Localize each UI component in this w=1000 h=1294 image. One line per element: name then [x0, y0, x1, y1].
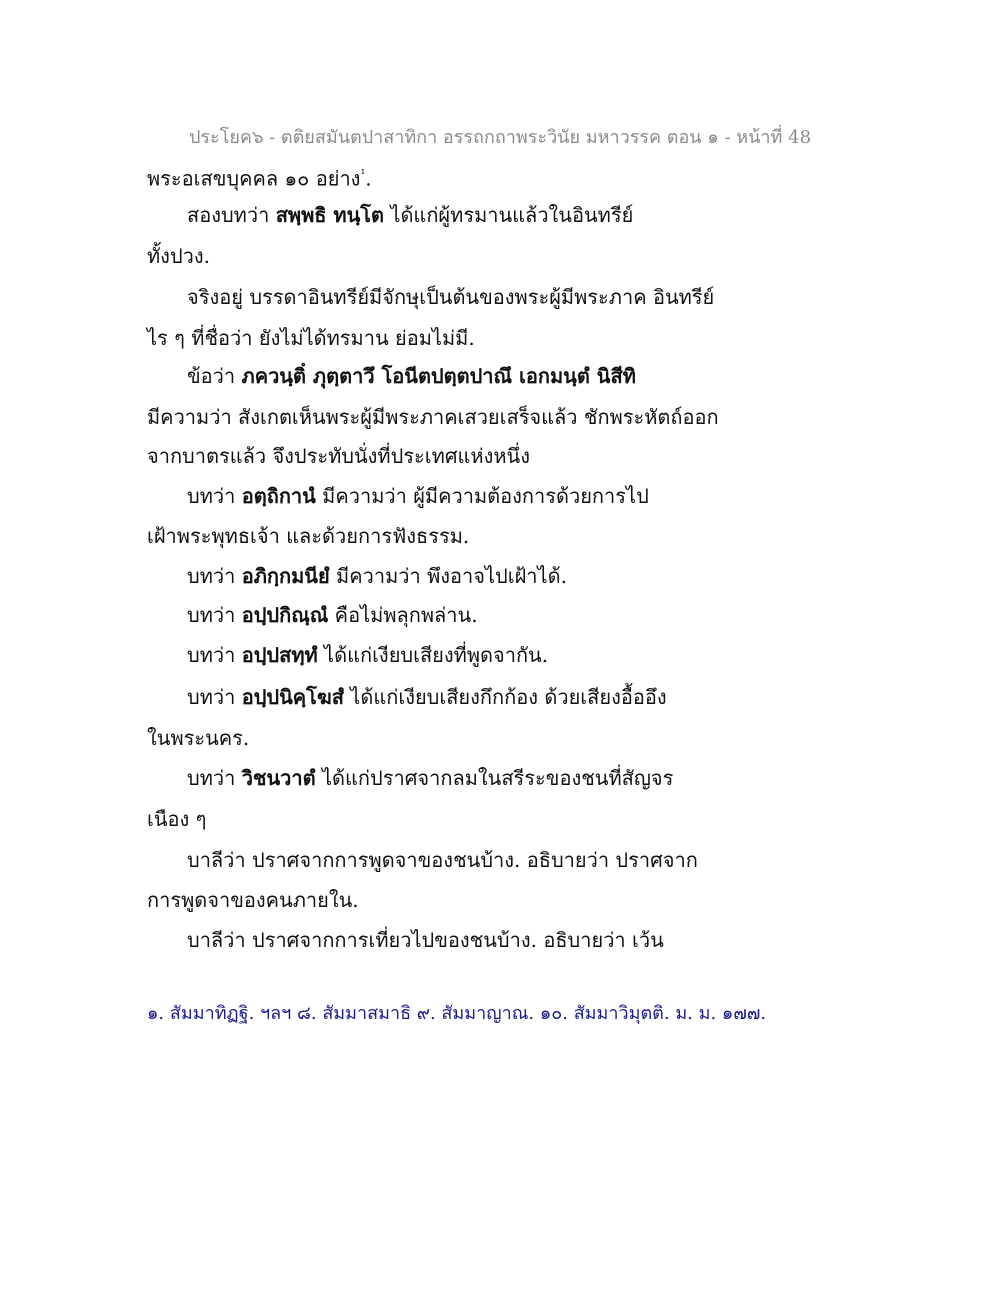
pali-term: สพฺพธิ ทนฺโต — [275, 203, 385, 227]
text-segment: ได้แก่เงียบเสียงที่พูดจากัน. — [317, 643, 549, 667]
text-line — [187, 362, 636, 390]
pali-term: อปฺปกิณฺณํ — [241, 603, 329, 627]
text-line — [187, 764, 673, 792]
footnote: ๑. สัมมาทิฏฐิ. ฯลฯ ๘. สัมมาสมาธิ ๙. สัมมาญาณ. ๑๐. สัมมาวิมุตติ. ม. ม. ๑๗๗. — [147, 1003, 767, 1024]
text-segment: สองบทว่า — [187, 203, 276, 227]
text-line — [147, 324, 475, 352]
text-segment: บทว่า — [187, 484, 242, 508]
text-line — [147, 442, 530, 470]
text-line — [187, 601, 478, 629]
text-segment: ข้อว่า — [187, 364, 242, 388]
text-line — [147, 242, 210, 270]
text-segment: เฝ้าพระพุทธเจ้า และด้วยการฟังธรรม. — [147, 524, 470, 548]
text-segment: มีความว่า พึงอาจไปเฝ้าได้. — [329, 564, 567, 588]
text-segment: การพูดจาของคนภายใน. — [147, 888, 359, 912]
pali-term: วิชนวาตํ — [241, 766, 316, 790]
text-line — [187, 926, 664, 954]
pali-term: อปฺปนิคฺโฆสํ — [241, 685, 344, 709]
text-segment: คือไม่พลุกพล่าน. — [328, 603, 478, 627]
pali-term: อปฺปสทฺทํ — [241, 643, 318, 667]
pali-term: อตฺถิกานํ — [241, 484, 316, 508]
text-segment: บทว่า — [187, 685, 242, 709]
text-line — [147, 160, 372, 193]
text-segment: มีความว่า ผู้มีความต้องการด้วยการไป — [315, 484, 649, 508]
text-segment: มีความว่า สังเกตเห็นพระผู้มีพระภาคเสวยเสร็จแล้ว ชักพระหัตถ์ออก — [147, 405, 719, 429]
text-segment: บทว่า — [187, 564, 242, 588]
text-segment: บาลีว่า ปราศจากการเที่ยวไปของชนบ้าง. อธิบายว่า เว้น — [187, 928, 664, 952]
text-line — [187, 641, 548, 669]
text-segment: เนือง ๆ — [147, 807, 207, 831]
text-line — [187, 482, 649, 510]
text-segment: บทว่า — [187, 603, 242, 627]
text-segment: ได้แก่ปราศจากลมในสรีระของชนที่สัญจร — [315, 766, 674, 790]
text-line — [147, 403, 719, 431]
text-line — [187, 283, 714, 311]
text-segment: จริงอยู่ บรรดาอินทรีย์มีจักษุเป็นต้นของพระผู้มีพระภาค อินทรีย์ — [187, 285, 715, 309]
text-segment: . — [365, 166, 372, 191]
page-header: ประโยค๖ - ตติยสมันตปาสาทิกา อรรถกถาพระวินัย มหาวรรค ตอน ๑ - หน้าที่ 48 — [188, 127, 812, 148]
text-line — [147, 522, 469, 550]
text-line — [187, 846, 698, 874]
text-segment: บาลีว่า ปราศจากการพูดจาของชนบ้าง. อธิบายว่า ปราศจาก — [187, 848, 698, 872]
pali-term: ภควนฺติํ ภุตฺตาวึ โอนีตปตฺตปาณึ เอกมนฺตํ นิสีทิ — [241, 364, 636, 388]
pali-term: อภิกฺกมนียํ — [241, 564, 330, 588]
text-segment: บทว่า — [187, 643, 242, 667]
text-segment: บทว่า — [187, 766, 242, 790]
text-segment: ทั้งปวง. — [147, 244, 210, 268]
text-segment: ไร ๆ ที่ชื่อว่า ยังไม่ได้ทรมาน ย่อมไม่มี. — [147, 326, 475, 350]
text-segment: ในพระนคร. — [147, 726, 250, 750]
text-segment: ได้แก่ผู้ทรมานแล้วในอินทรีย์ — [384, 203, 634, 227]
text-segment: พระอเสขบุคคล ๑๐ อย่าง — [147, 166, 361, 191]
text-line — [147, 724, 249, 752]
text-line — [187, 201, 633, 229]
text-line — [187, 562, 567, 590]
footnote-marker: ¹ — [360, 167, 366, 181]
text-segment: จากบาตรแล้ว จึงประทับนั่งที่ประเทศแห่งหนึ่ง — [147, 444, 530, 468]
text-line — [147, 805, 206, 833]
text-segment: ได้แก่เงียบเสียงกึกก้อง ด้วยเสียงอื้ออึง — [343, 685, 667, 709]
text-line — [147, 886, 359, 914]
text-line — [187, 683, 667, 711]
